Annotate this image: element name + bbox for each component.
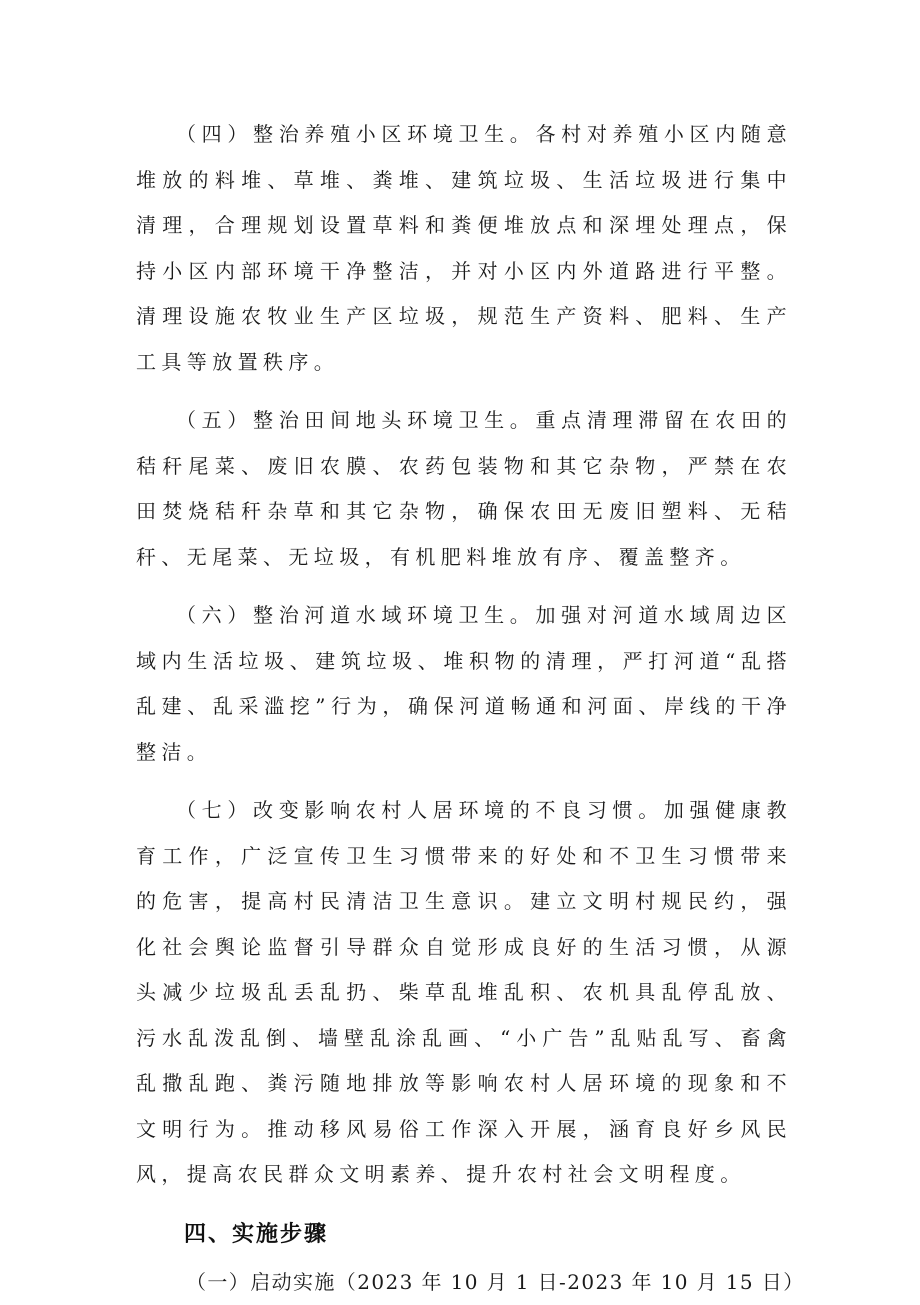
paragraph-farmland: （五）整治田间地头环境卫生。重点清理滞留在农田的秸秆尾菜、废旧农膜、农药包装物和其它杂物，严禁在农田焚烧秸秆杂草和其它杂物，确保农田无废旧塑料、无秸秆、无尾菜、无垃圾，有机肥料堆放有序、覆盖整齐。 xyxy=(136,408,792,569)
paragraph-habits: （七）改变影响农村人居环境的不良习惯。加强健康教育工作，广泛宣传卫生习惯带来的好处和不卫生习惯带来的危害，提高村民清洁卫生意识。建立文明村规民约，强化社会舆论监督引导群众自觉形成良好的生活习惯，从源头减少垃圾乱丢乱扔、柴草乱堆乱积、农机具乱停乱放、污水乱泼乱倒、墙壁乱涂乱画、“小广告”乱贴乱写、畜禽乱撒乱跑、粪污随地排放等影响农村人居环境的现象和不文明行为。推动移风易俗工作深入开展，涵育良好乡风民风，提高农民群众文明素养、提升农村社会文明程度。 xyxy=(136,798,792,1186)
document-body xyxy=(136,112,805,1305)
subsection-heading: （一）启动实施（2023 年 10 月 1 日-2023 年 10 月 15 日） xyxy=(186,1269,805,1294)
paragraph-waterways: （六）整治河道水域环境卫生。加强对河道水域周边区域内生活垃圾、建筑垃圾、堆积物的清理，严打河道“乱搭乱建、乱采滥挖”行为，确保河道畅通和河面、岸线的干净整洁。 xyxy=(136,603,792,764)
section-heading: 四、实施步骤 xyxy=(184,1221,329,1247)
paragraph-livestock-area: （四）整治养殖小区环境卫生。各村对养殖小区内随意堆放的料堆、草堆、粪堆、建筑垃圾、生活垃圾进行集中清理，合理规划设置草料和粪便堆放点和深埋处理点，保持小区内部环境干净整洁，并对小区内外道路进行平整。清理设施农牧业生产区垃圾，规范生产资料、肥料、生产工具等放置秩序。 xyxy=(136,122,792,374)
